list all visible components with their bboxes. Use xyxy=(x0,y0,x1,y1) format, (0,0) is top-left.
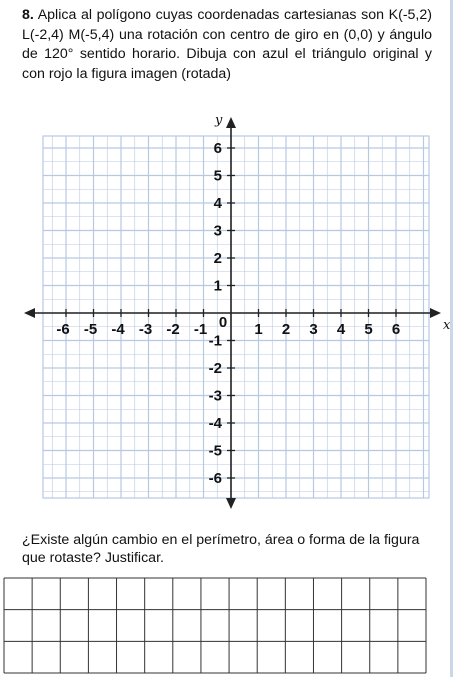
y-tick-label: 2 xyxy=(213,250,222,267)
y-tick-label: 6 xyxy=(213,140,222,157)
x-tick-label: -5 xyxy=(83,321,98,338)
y-tick-label: 4 xyxy=(213,195,222,212)
y-tick-label: -2 xyxy=(208,360,222,377)
x-tick-label: 2 xyxy=(281,321,291,338)
exercise-number: 8. xyxy=(22,7,34,23)
origin-label: 0 xyxy=(218,314,228,331)
y-axis-arrow-down xyxy=(226,498,236,509)
y-tick-label: 3 xyxy=(213,222,222,240)
y-axis-arrow-up xyxy=(226,117,236,128)
x-tick-label: 6 xyxy=(391,321,401,338)
x-tick-label: 5 xyxy=(364,321,373,338)
y-tick-label: -6 xyxy=(208,470,222,487)
y-tick-label: -1 xyxy=(208,332,222,350)
y-tick-label: 1 xyxy=(213,277,222,295)
x-tick-label: -4 xyxy=(111,321,125,338)
x-tick-label: 4 xyxy=(336,321,346,338)
y-tick-label: -4 xyxy=(208,415,222,432)
exercise-text: Aplica al polígono cuyas coordenadas cartesianas son K(-5,2) L(-2,4) M(-5,4) una rotación con centro de giro en (0,0) y ángulo de 120° sentido horario. Dibuja con azul el triángulo original y con rojo la figura imagen (rotada) xyxy=(22,7,432,82)
y-tick-label: -5 xyxy=(208,442,222,460)
x-axis-label: x xyxy=(443,318,451,333)
y-tick-label: -3 xyxy=(208,387,222,405)
x-axis-arrow-right xyxy=(430,308,441,318)
plane-grid xyxy=(43,136,429,498)
answer-grid[interactable] xyxy=(0,576,461,676)
grid-border xyxy=(43,136,429,498)
x-tick-label: -2 xyxy=(166,321,180,338)
x-tick-label: -6 xyxy=(56,321,70,338)
x-axis-arrow-left xyxy=(24,308,35,318)
x-tick-label: -3 xyxy=(138,321,153,338)
y-axis-label: y xyxy=(215,113,223,128)
y-tick-label: 5 xyxy=(213,167,222,185)
x-tick-label: 1 xyxy=(254,321,263,338)
reflection-question: ¿Existe algún cambio en el perímetro, área o forma de la figura que rotaste? Justificar. xyxy=(22,532,420,566)
x-tick-label: -1 xyxy=(193,321,208,338)
x-tick-label: 3 xyxy=(309,321,318,338)
